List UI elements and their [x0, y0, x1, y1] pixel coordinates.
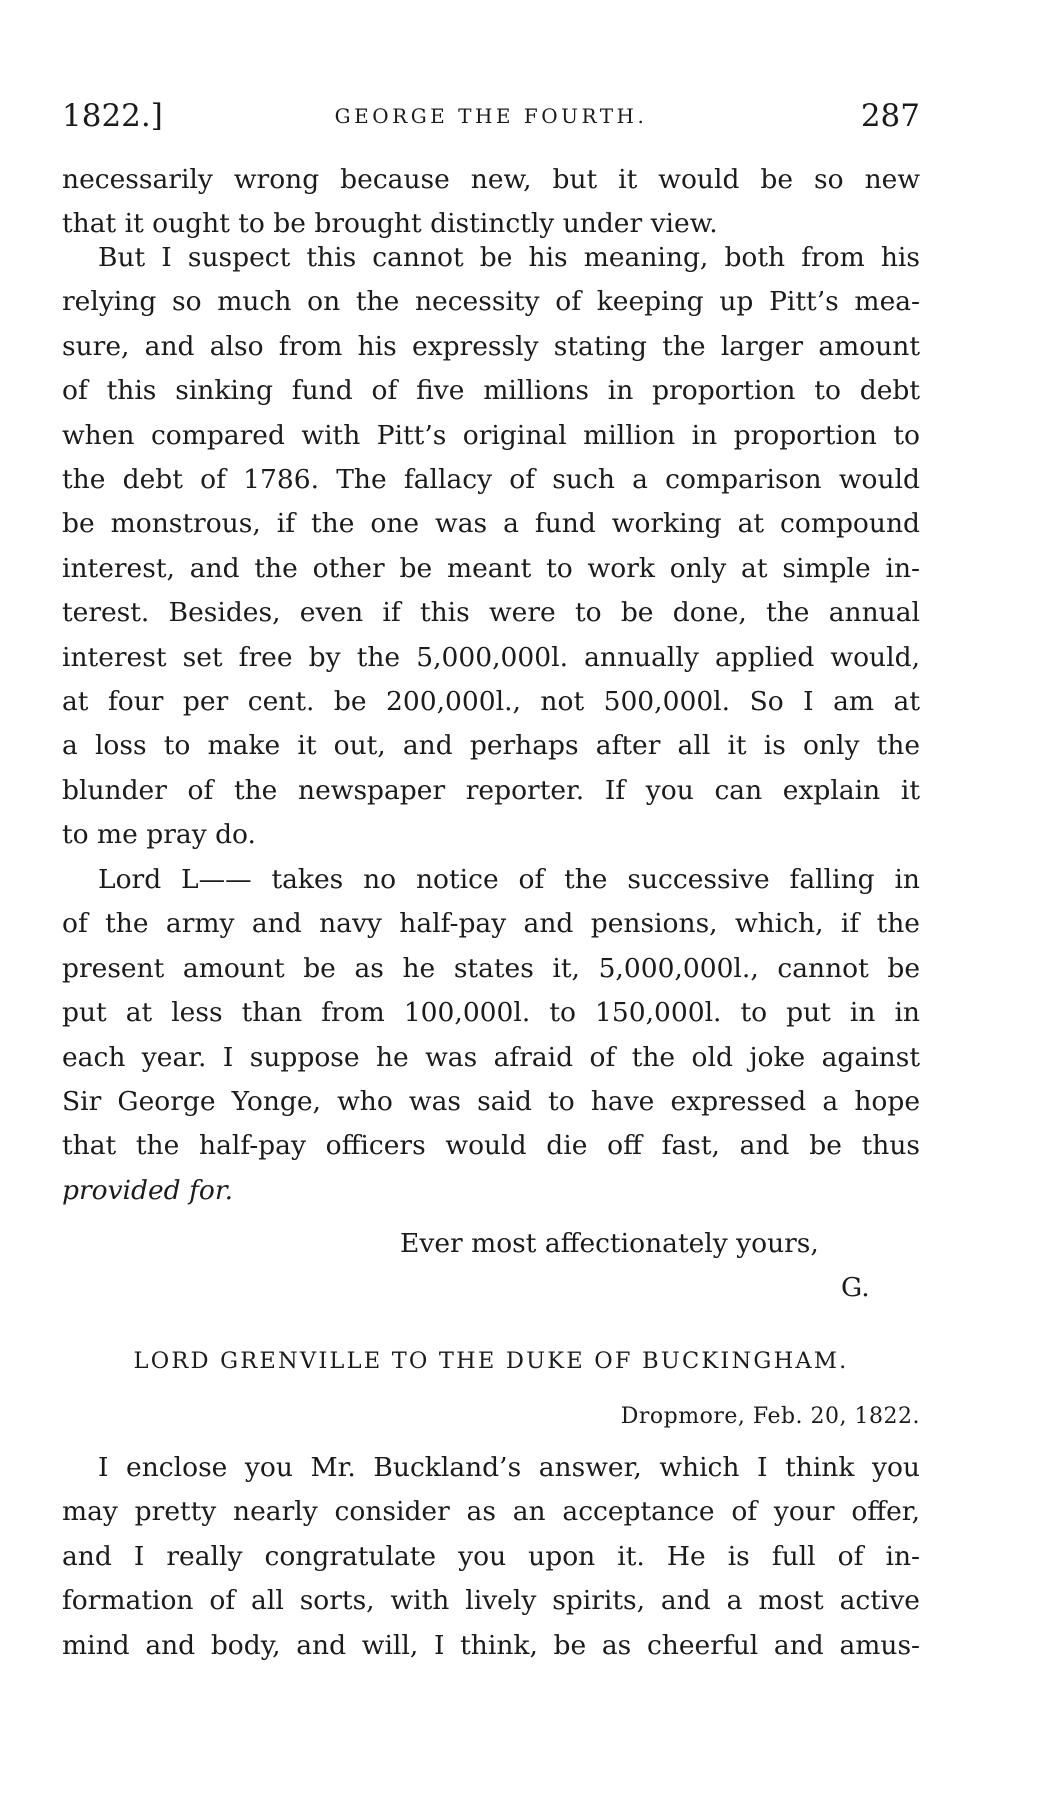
paragraph-letter-body	[62, 1446, 920, 1668]
text-line: when compared with Pitt’s original million in proportion to	[62, 419, 920, 451]
letter-dateline: Dropmore, Feb. 20, 1822.	[620, 1404, 920, 1429]
letter-closing: Ever most affectionately yours,	[400, 1228, 819, 1259]
text-line: relying so much on the necessity of keeping up Pitt’s mea-	[62, 286, 920, 318]
text-line: to me pray do.	[62, 819, 256, 851]
text-line: terest. Besides, even if this were to be done, the annual	[62, 597, 920, 629]
text-line: that the half-pay officers would die off fast, and be thus	[62, 1130, 920, 1162]
header-year: 1822.]	[62, 98, 163, 134]
text-line: But I suspect this cannot be his meaning, both from his	[98, 242, 920, 273]
text-line: that it ought to be brought distinctly under view.	[62, 208, 718, 240]
header-title: GEORGE THE FOURTH.	[334, 104, 648, 128]
paragraph-half-pay	[62, 858, 920, 1213]
text-line: present amount be as he states it, 5,000,000l., cannot be	[62, 952, 920, 984]
text-line: necessarily wrong because new, but it would be so new	[62, 164, 920, 195]
paragraph-sinking-fund	[62, 236, 920, 857]
text-line: mind and body, and will, I think, be as cheerful and amus-	[62, 1629, 920, 1661]
letter-signature: G.	[841, 1272, 870, 1303]
text-line: the debt of 1786. The fallacy of such a comparison would	[62, 463, 920, 495]
text-line: interest set free by the 5,000,000l. annually applied would,	[62, 641, 920, 673]
text-line: of this sinking fund of five millions in proportion to debt	[62, 375, 920, 407]
text-line: may pretty nearly consider as an acceptance of your offer,	[62, 1496, 920, 1528]
paragraph-continuation	[62, 158, 920, 247]
text-line: provided for.	[62, 1174, 234, 1206]
text-line: formation of all sorts, with lively spirits, and a most active	[62, 1585, 920, 1617]
text-line: put at less than from 100,000l. to 150,000l. to put in in	[62, 997, 920, 1029]
letter-heading: LORD GRENVILLE TO THE DUKE OF BUCKINGHAM.	[133, 1348, 849, 1374]
text-line: each year. I suppose he was afraid of the old joke against	[62, 1041, 920, 1073]
text-line: interest, and the other be meant to work only at simple in-	[62, 552, 920, 584]
text-line: at four per cent. be 200,000l., not 500,000l. So I am at	[62, 685, 920, 717]
text-line: sure, and also from his expressly stating the larger amount	[62, 330, 920, 362]
text-line: a loss to make it out, and perhaps after all it is only the	[62, 730, 920, 762]
page-number: 287	[860, 98, 920, 134]
text-line: I enclose you Mr. Buckland’s answer, which I think you	[98, 1452, 920, 1483]
text-line: be monstrous, if the one was a fund working at compound	[62, 508, 920, 540]
text-line: Sir George Yonge, who was said to have expressed a hope	[62, 1085, 920, 1117]
text-line: of the army and navy half-pay and pensions, which, if the	[62, 908, 920, 940]
text-line: Lord L—— takes no notice of the successive falling in	[98, 864, 920, 895]
text-line: blunder of the newspaper reporter. If you can explain it	[62, 774, 920, 806]
text-line: and I really congratulate you upon it. He is full of in-	[62, 1540, 920, 1572]
running-header	[62, 98, 920, 138]
